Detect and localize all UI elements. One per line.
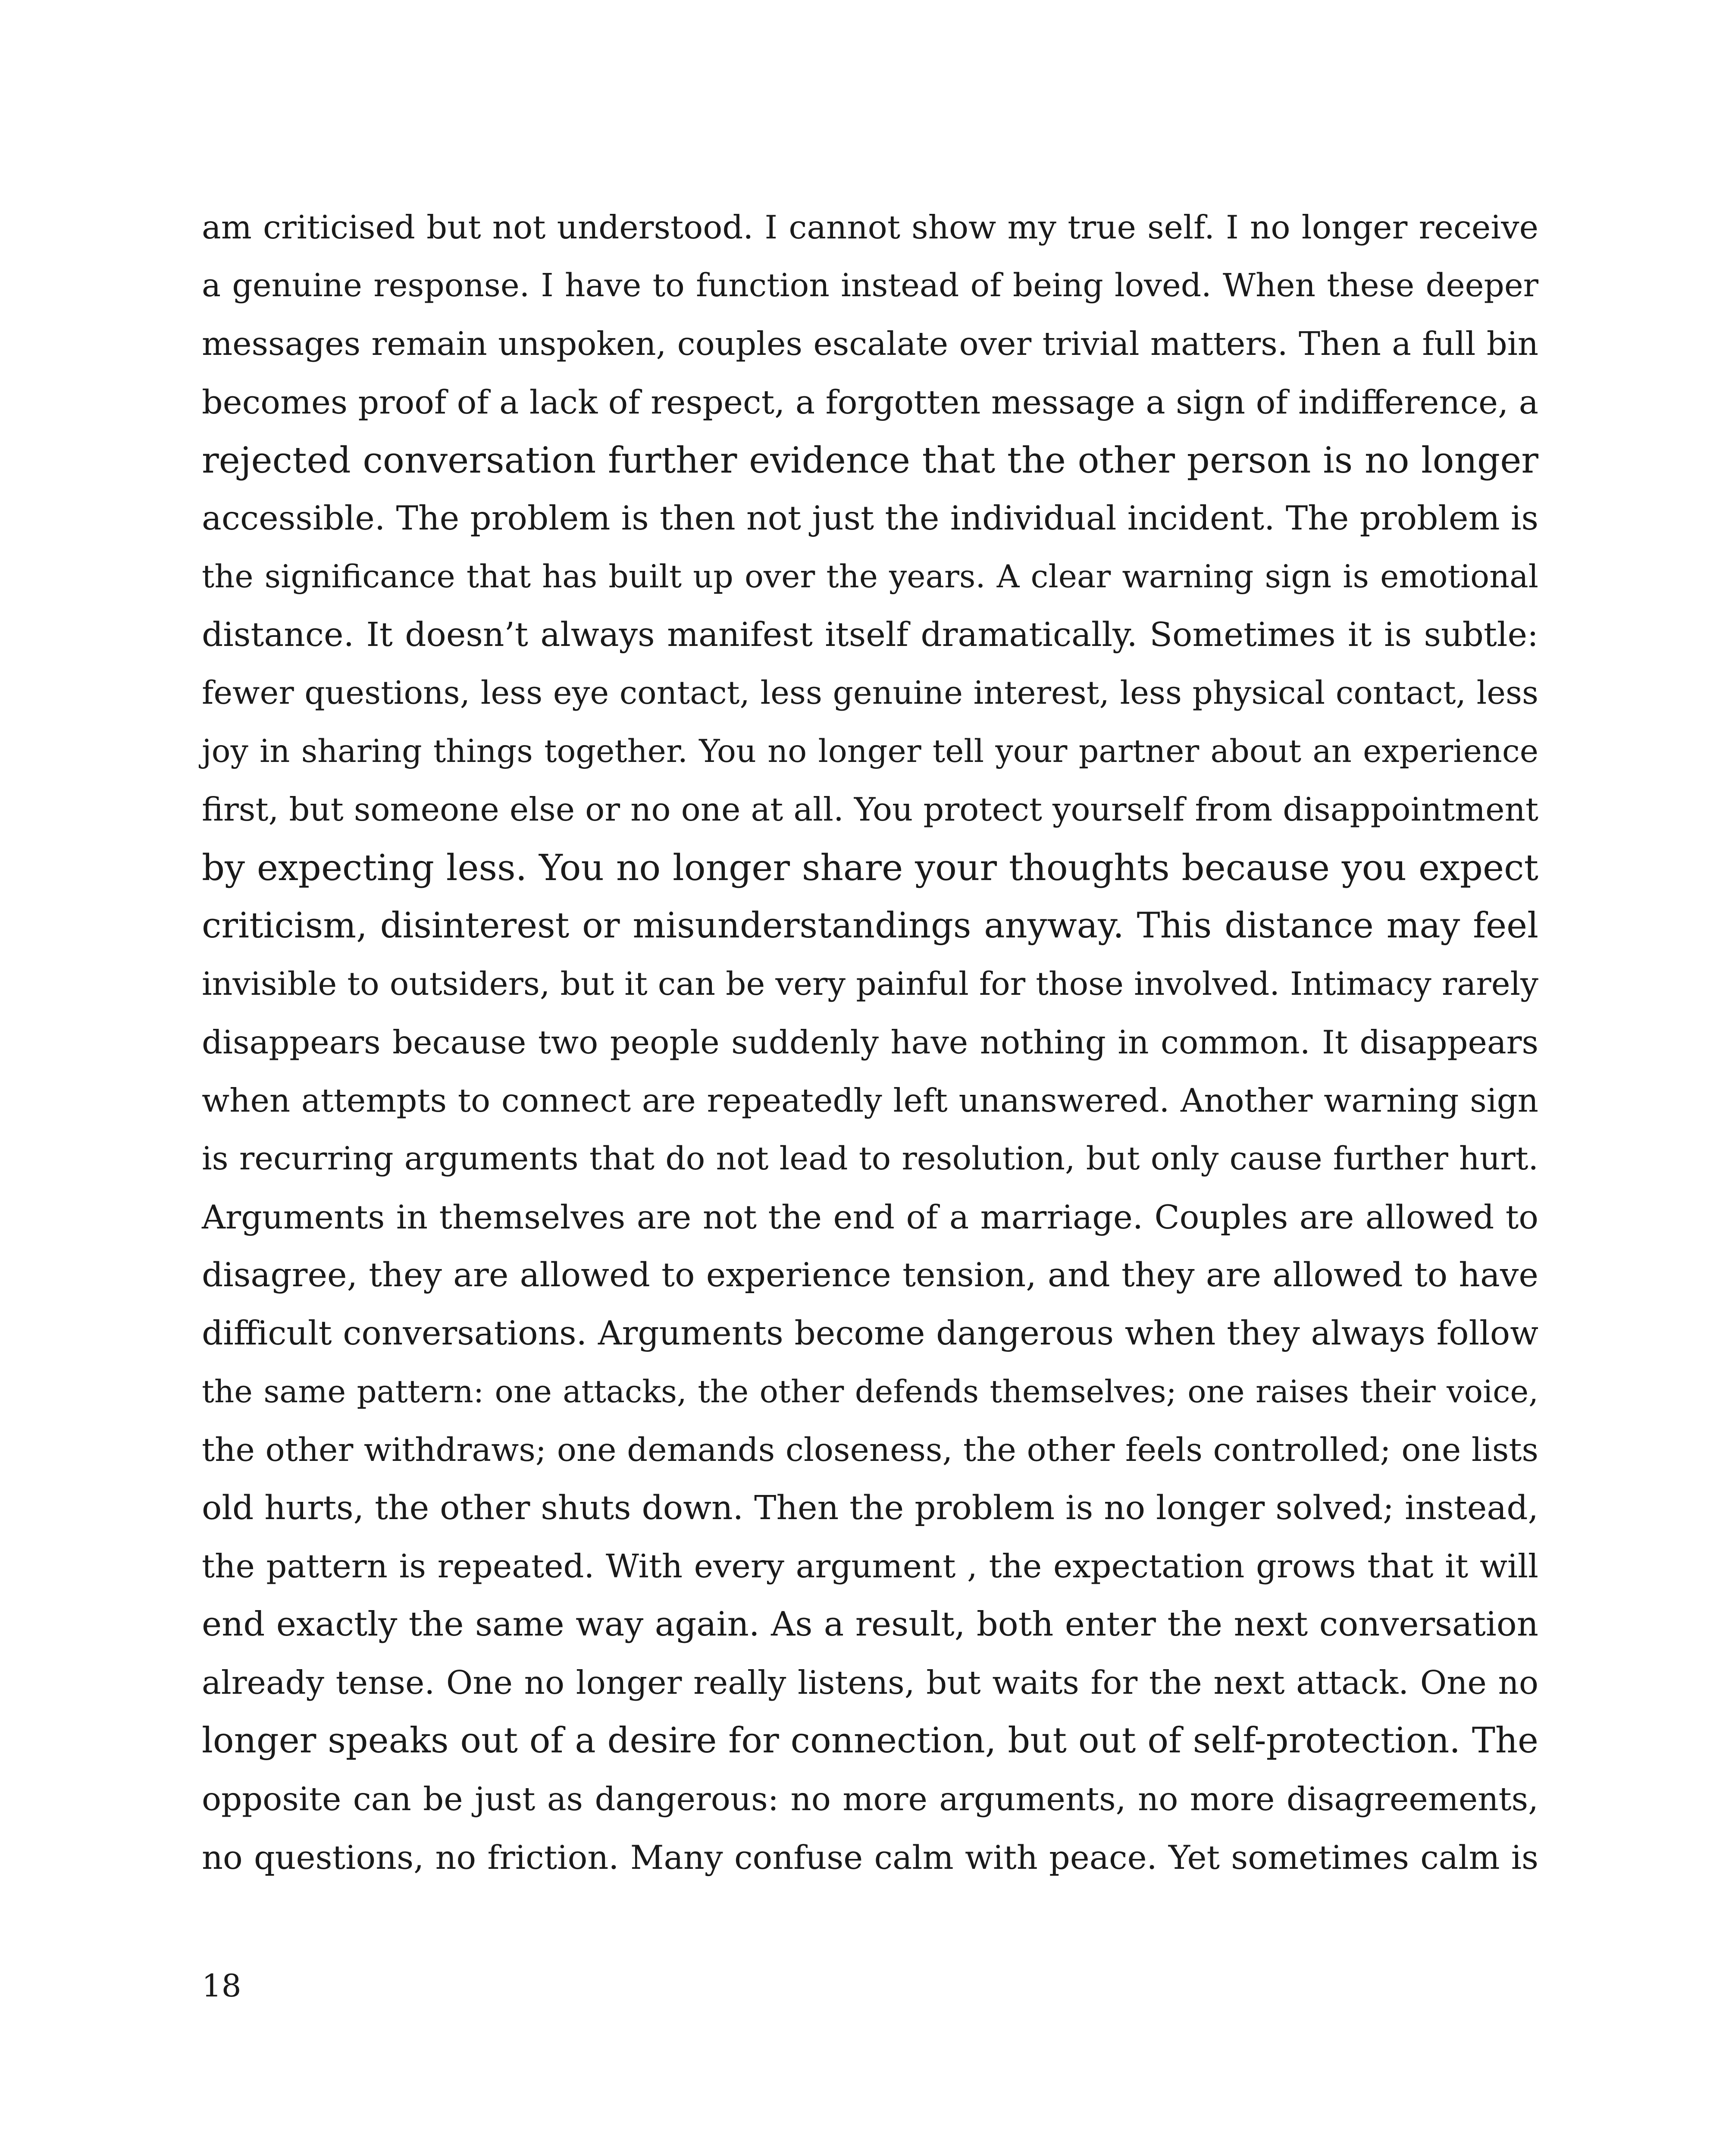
text-line: Arguments in themselves are not the end of a marriage. Couples are allowed to: [202, 1198, 1538, 1236]
text-line: difficult conversations. Arguments become dangerous when they always follow: [202, 1314, 1538, 1353]
text-line: the other withdraws; one demands closeness, the other feels controlled; one lists: [202, 1431, 1538, 1469]
text-line: joy in sharing things together. You no longer tell your partner about an experience: [202, 733, 1538, 770]
text-line: accessible. The problem is then not just the individual incident. The problem is: [202, 499, 1538, 538]
page-number: 18: [202, 1968, 241, 2004]
text-line: by expecting less. You no longer share your thoughts because you expect: [202, 847, 1538, 889]
text-line: old hurts, the other shuts down. Then the problem is no longer solved; instead,: [202, 1489, 1538, 1527]
text-line: first, but someone else or no one at all. You protect yourself from disappointment: [202, 790, 1538, 828]
text-line: a genuine response. I have to function instead of being loved. When these deeper: [202, 267, 1538, 304]
body-paragraph: [202, 198, 1538, 1887]
text-line: becomes proof of a lack of respect, a forgotten message a sign of indifference, a: [202, 383, 1538, 421]
text-line: is recurring arguments that do not lead to resolution, but only cause further hurt.: [202, 1140, 1538, 1177]
text-line: longer speaks out of a desire for connection, but out of self-protection. The: [202, 1720, 1538, 1761]
text-line: when attempts to connect are repeatedly left unanswered. Another warning sign: [202, 1081, 1538, 1119]
text-line: disagree, they are allowed to experience tension, and they are allowed to have: [202, 1256, 1538, 1294]
text-line: end exactly the same way again. As a result, both enter the next conversation: [202, 1605, 1538, 1644]
text-line: fewer questions, less eye contact, less genuine interest, less physical contact, less: [202, 674, 1538, 711]
text-line: disappears because two people suddenly have nothing in common. It disappears: [202, 1023, 1538, 1061]
text-line: messages remain unspoken, couples escalate over trivial matters. Then a full bin: [202, 325, 1538, 363]
text-line: the pattern is repeated. With every argument , the expectation grows that it will: [202, 1547, 1538, 1585]
text-line: distance. It doesn’t always manifest itself dramatically. Sometimes it is subtle:: [202, 616, 1538, 654]
text-line: invisible to outsiders, but it can be very painful for those involved. Intimacy rarely: [202, 965, 1538, 1003]
text-line: criticism, disinterest or misunderstandings anyway. This distance may feel: [202, 906, 1538, 946]
text-line: the significance that has built up over the years. A clear warning sign is emotional: [202, 558, 1538, 595]
text-line: am criticised but not understood. I cannot show my true self. I no longer receive: [202, 208, 1538, 246]
text-line: already tense. One no longer really listens, but waits for the next attack. One no: [202, 1664, 1538, 1702]
text-line: the same pattern: one attacks, the other defends themselves; one raises their voice,: [202, 1373, 1538, 1410]
text-line: rejected conversation further evidence that the other person is no longer: [202, 439, 1538, 481]
text-line: opposite can be just as dangerous: no more arguments, no more disagreements,: [202, 1780, 1538, 1818]
text-line: no questions, no friction. Many confuse calm with peace. Yet sometimes calm is: [202, 1838, 1538, 1877]
